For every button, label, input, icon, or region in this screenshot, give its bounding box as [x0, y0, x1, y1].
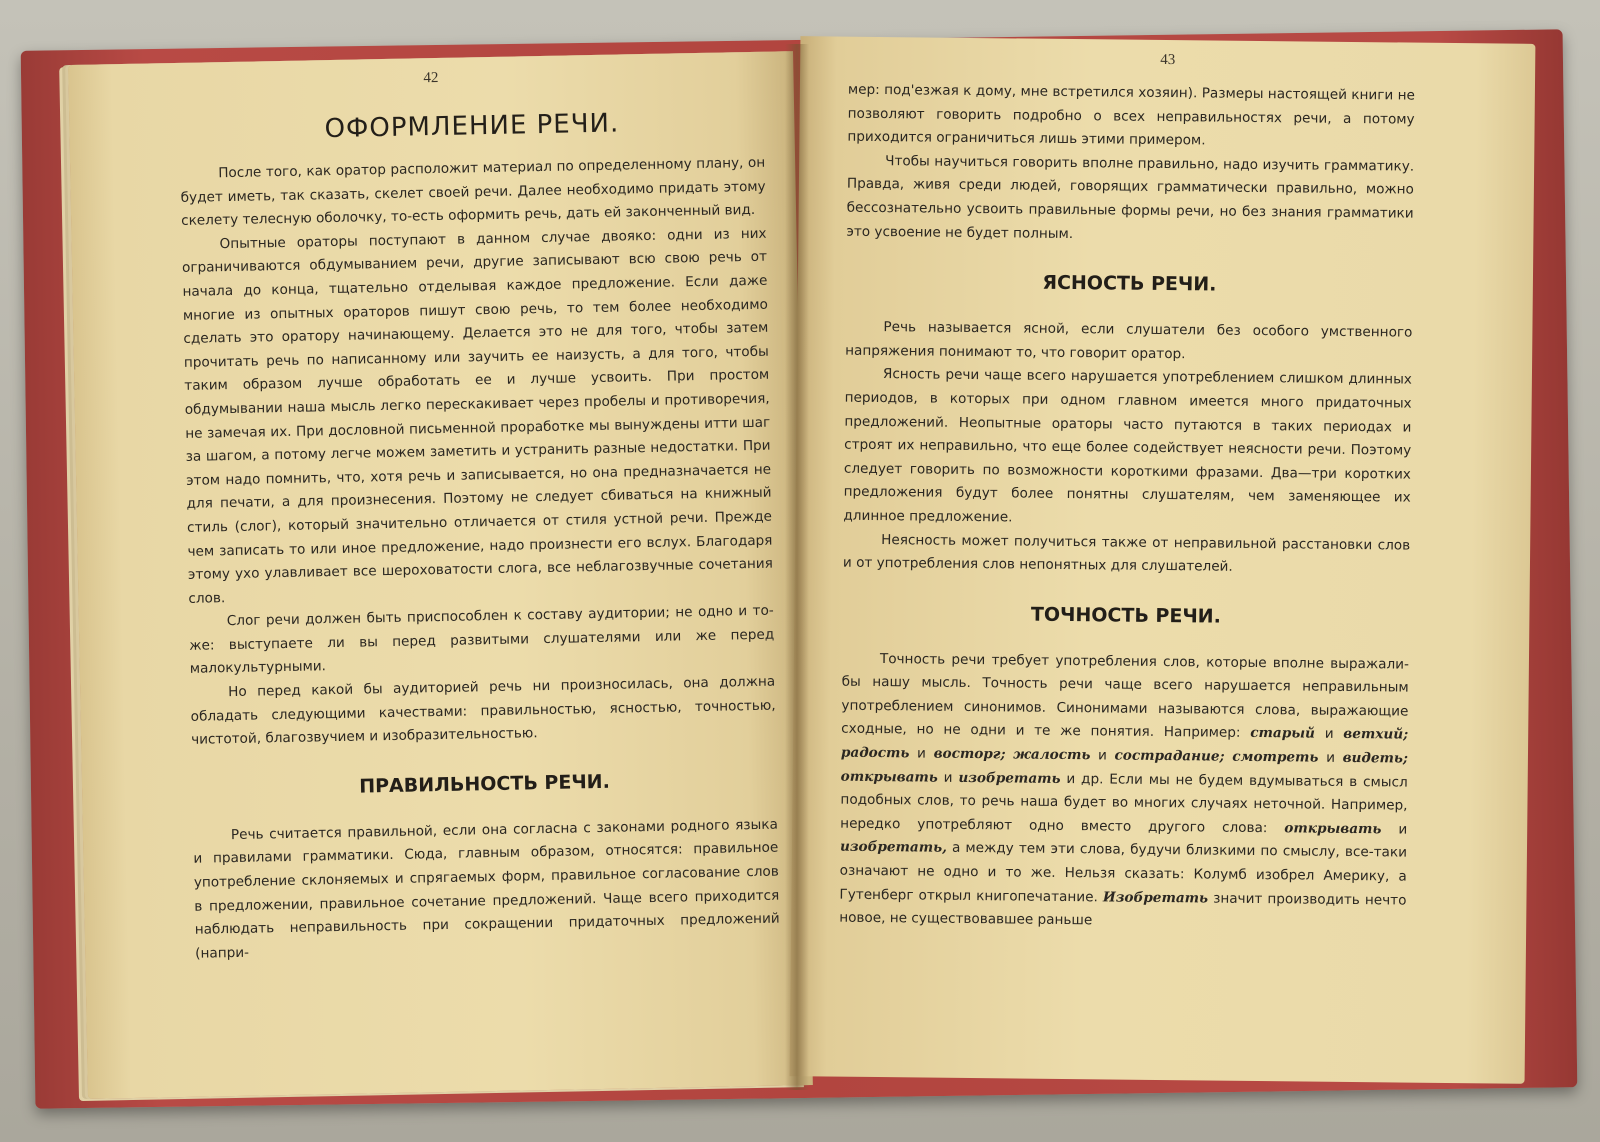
book-gutter [785, 44, 809, 1090]
section-title: ПРАВИЛЬНОСТЬ РЕЧИ. [359, 770, 611, 798]
paragraph: Опытные ораторы поступают в данном случае двояко: одни из них ограничиваются обдумыванием речи, другие записывают всю свою речь от начала до конца, тщательно отделывая каждое предложение. Если даже многие из опытных ораторов пишут свою речь, то тем более необходимо сделать это оратору начинающему. Делается это не для того, чтобы затем прочитать речь по написанному или заучить ее наизусть, а для того, чтобы таким образом лучше обработать ее и лучше усвоить. При простом обдумывании наша мысль легко перескакивает через пробелы и противоречия, не замечая их. При дословной письменной проработке мы вынуждены итти шаг за шагом, а потому легче можем заметить и устранить разные недостатки. При этом надо помнить, что, хотя речь и записывается, но она предназначается не для печати, а для произнесения. Поэтому не следует сбиваться на книжный стиль (слог), который значительно отличается от стиля устной речи. Прежде чем записать то или иное предложение, надо произнести его вслух. Благодаря этому ухо улавливает все шероховатости слога, все неблагозвучные сочетания слов. [181, 225, 773, 607]
chapter-title: ОФОРМЛЕНИЕ РЕЧИ. [324, 108, 620, 145]
example-word: открывать [1284, 820, 1382, 838]
example-word: Изобретать [1102, 889, 1209, 907]
page-number-left: 42 [423, 69, 439, 87]
left-page [68, 51, 813, 1099]
conjunction: и [1398, 821, 1408, 838]
text-run: а между тем эти слова, будучи близкими по смыслу, все-таки означают не одно и то же. Нельзя сказать: Колумб изобрел Америку, а Гутенберг открыл книгопечатание. [839, 840, 1408, 905]
paragraph: Слог речи должен быть приспособлен к составу аудитории; не одно и то-же: выступаете ли вы перед развитыми слушателями или же перед малокультурными. [189, 602, 775, 678]
example-word: смотреть [1232, 748, 1319, 766]
paragraph: Но перед какой бы аудиторией речь ни произносилась, она должна обладать следующими качествами: правильностью, ясностью, точностью, чистотой, благозвучием и изобразительностью. [190, 673, 776, 749]
conjunction: и [943, 769, 953, 786]
text-run: значит производить нечто новое, не существовавшее раньше [839, 890, 1407, 929]
example-word: ветхий; [1343, 726, 1409, 744]
section-title: ТОЧНОСТЬ РЕЧИ. [1030, 603, 1221, 628]
paragraph: Ясность речи чаще всего нарушается употреблением слишком длинных периодов, в которых при одном главном имеется много придаточных предложений. Неопытные ораторы часто путаются в таких периодах и строят их неправильно, что еще более содействует неясности речи. Поэтому следует говорить по возможности короткими фразами. Два—три коротких предложения будут более понятны слушателям, чем заменяющее их длинное предложение. [843, 366, 1412, 526]
example-word: сострадание; [1114, 747, 1225, 765]
example-word: жалость [1013, 746, 1091, 764]
text-run: Точность речи требует употребления слов, которые вполне выражали-бы нашу мысль. Точность речи чаще всего нарушается неправильным употреблением синонимов. Синонимами называются слова, выражающие сходные, но не одни и те же понятия. Например: [841, 650, 1410, 742]
paragraph [839, 647, 1409, 936]
example-word: изобретать, [839, 839, 947, 857]
example-word: видеть; [1342, 749, 1408, 767]
paragraph: Речь считается правильной, если она согласна с законами родного языка и правилами грамматики. Сюда, главным образом, относятся: правильное употребление склоняемых и спрягаемых форм, правильное согласование слов в предложении, правильное сочетание предложений. Чаще всего приходится наблюдать неправильность при сокращении придаточных предложений (напри- [193, 816, 780, 962]
paragraph: После того, как оратор расположит материал по определенному плану, он будет иметь, так сказать, скелет своей речи. Далее необходимо придать этому скелету телесную оболочку, то-есть оформить речь, дать ей законченный вид. [180, 154, 766, 230]
conjunction: и [1324, 726, 1334, 743]
conjunction: и [1326, 749, 1336, 766]
conjunction: и [1097, 747, 1107, 764]
example-word: радость [840, 744, 910, 762]
example-word: открывать [840, 768, 938, 786]
paragraph: мер: под'езжая к дому, мне встретился хозяин). Размеры настоящей книги не позволяют говорить подробно о всех неправильностях речи, а потому приходится ограничиться лишь этими примером. [847, 81, 1415, 149]
example-word: изобретать [958, 769, 1061, 787]
page-number-right: 43 [1160, 51, 1176, 69]
text-run: и др. Если мы не будем вдумываться в смысл подобных слов, то речь наша будет во многих случаях неточной. Например, нередко употребляют одно вместо другого слова: [840, 770, 1408, 836]
conjunction: и [917, 745, 927, 762]
paragraph: Неясность может получиться также от неправильной расстановки слов и от употребления слов непонятных для слушателей. [842, 531, 1411, 575]
section-title: ЯСНОСТЬ РЕЧИ. [1042, 271, 1217, 296]
paragraph: Чтобы научиться говорить вполне правильно, надо изучить грамматику. Правда, живя среди людей, говорящих грамматически правильно, можно бессознательно усвоить правильные формы речи, но без знания грамматики это усвоение не будет полным. [846, 152, 1415, 242]
paragraph: Речь называется ясной, если слушатели без особого умственного напряжения понимают то, что говорит оратор. [845, 319, 1413, 362]
example-word: восторг; [933, 745, 1006, 763]
right-page-content [839, 79, 1415, 937]
example-word: старый [1250, 725, 1316, 743]
left-page-content [179, 92, 780, 966]
right-page [790, 36, 1536, 1084]
